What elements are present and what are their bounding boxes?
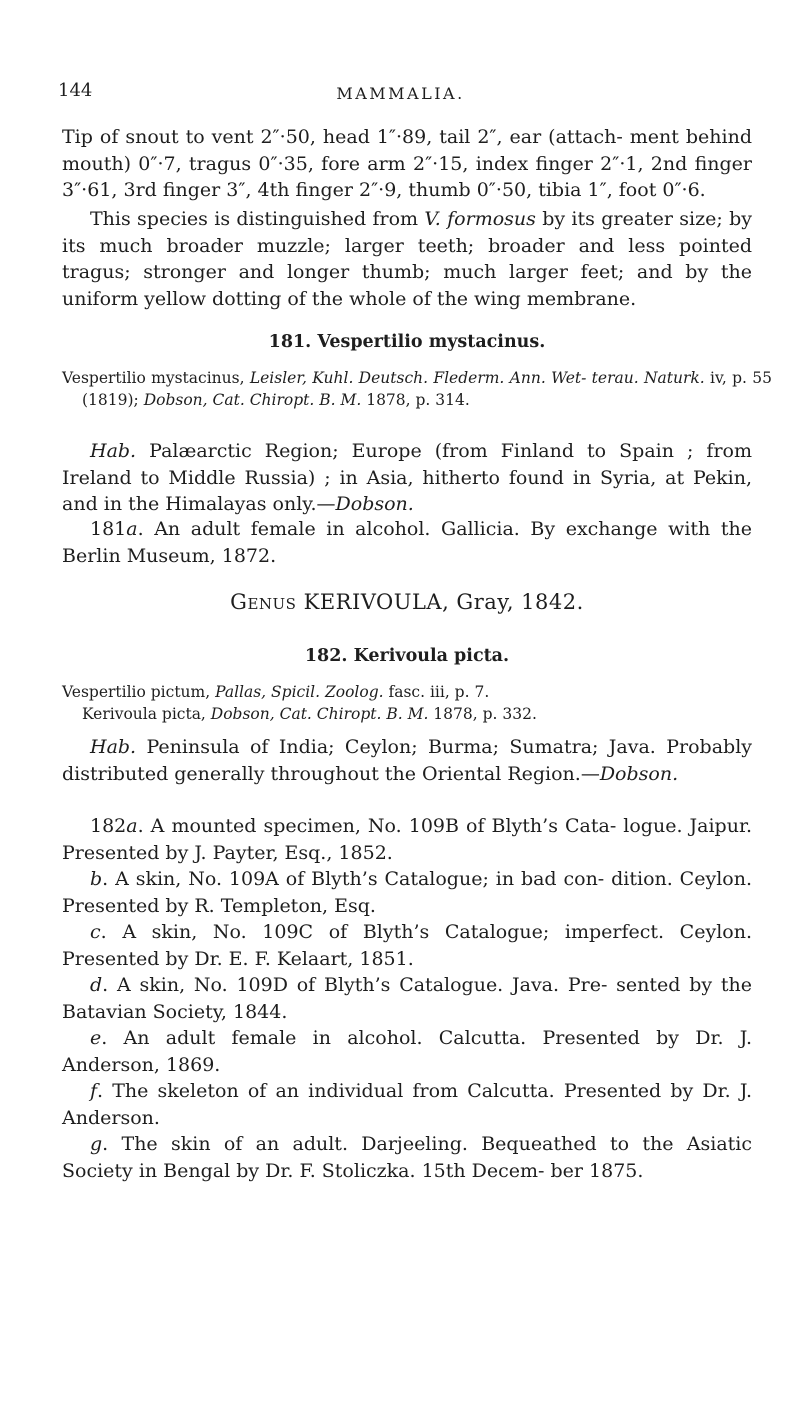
specimen-181a (62, 516, 752, 569)
genus-name: KERIVOULA, Gray, 1842. (296, 590, 584, 614)
habitat-182 (62, 734, 752, 787)
specimen-text: . The skin of an adult. Darjeeling. Bequeathed to the Asiatic Society in Bengal by Dr. F. Stoliczka. 15th Decem- ber 1875. (62, 1133, 752, 1182)
specimen-letter: d (90, 974, 103, 996)
distinction-paragraph (62, 206, 752, 312)
specimen-letter: b (90, 868, 103, 890)
syn-reference: Leisler, Kuhl. Deutsch. Flederm. Ann. Wet- terau. Naturk. (249, 369, 705, 387)
specimen-letter: c (90, 921, 101, 943)
specimen-text: . A skin, No. 109C of Blyth’s Catalogue; imperfect. Ceylon. Presented by Dr. E. F. Kelaart, 1851. (62, 921, 752, 970)
specimen-text: . The skeleton of an individual from Calcutta. Presented by Dr. J. Anderson. (62, 1080, 752, 1129)
synonymy-181 (62, 368, 772, 411)
distinction-text-end: by its greater size; by its much broader muzzle; larger teeth; broader and less pointed tragus; stronger and longer thumb; much larger feet; and by the uniform yellow dotting of the whole of the wing membrane. (62, 208, 752, 310)
syn-name: Vespertilio mystacinus, (62, 369, 250, 387)
specimen-182a (62, 813, 752, 866)
synonymy-182 (62, 682, 772, 725)
specimen-182d (62, 972, 752, 1025)
distinction-text-start: This species is distinguished from (90, 208, 425, 230)
hab-label: Hab. (90, 440, 137, 462)
genus-heading (62, 590, 752, 614)
specimen-182f (62, 1078, 752, 1131)
genus-word: Genus (230, 590, 297, 614)
syn-name-2: Kerivoula picta, (82, 704, 211, 723)
specimen-text: . A skin, No. 109D of Blyth’s Catalogue. Java. Pre- sented by the Batavian Society, 1844. (62, 974, 752, 1023)
specimen-182g (62, 1131, 752, 1184)
specimen-182e (62, 1025, 752, 1078)
specimen-182b (62, 866, 752, 919)
running-title: MAMMALIA. (336, 84, 465, 103)
species-name-formosus: V. formosus (424, 208, 536, 230)
specimen-number: 182 (90, 815, 127, 837)
specimen-letter: a (126, 518, 138, 540)
syn-pages: iv, p. 55 (1819); (82, 369, 773, 409)
specimen-number: 181 (90, 518, 127, 540)
habitat-181 (62, 438, 752, 518)
hab-text: Palæarctic Region; Europe (from Finland to Spain ; from Ireland to Middle Russia) ; in Asia, hitherto found in Syria, at Pekin, and in the Himalayas only.— (62, 440, 752, 515)
specimen-text: . An adult female in alcohol. Gallicia. By exchange with the Berlin Museum, 1872. (62, 518, 752, 567)
hab-authority: Dobson. (335, 493, 414, 515)
measurements-paragraph: Tip of snout to vent 2″·50, head 1″·89, tail 2″, ear (attach- ment behind mouth) 0″·7, tragus 0″·35, fore arm 2″·15, index finger 2″·1, 2nd finger 3″·61, 3rd finger 3″, 4th finger 2″·9, thumb 0″·50, tibia 1″, foot 0″·6. (62, 126, 752, 201)
page-number: 144 (58, 80, 93, 101)
species-heading-182: 182. Kerivoula picta. (304, 646, 510, 666)
hab-text: Peninsula of India; Ceylon; Burma; Sumatra; Java. Probably distributed generally throughout the Oriental Region.— (62, 736, 752, 785)
specimen-text: . A skin, No. 109A of Blyth’s Catalogue; in bad con- dition. Ceylon. Presented by R. Templeton, Esq. (62, 868, 752, 917)
syn-pages-2: 1878, p. 332. (428, 704, 537, 723)
specimen-letter: a (126, 815, 138, 837)
species-heading-181: 181. Vespertilio mystacinus. (268, 332, 546, 352)
specimen-182c (62, 919, 752, 972)
syn-reference-2: Dobson, Cat. Chiropt. B. M. (210, 704, 429, 723)
syn-pages-2: 1878, p. 314. (361, 390, 470, 409)
hab-label: Hab. (90, 736, 137, 758)
specimen-letter: g (90, 1133, 103, 1155)
syn-reference: Pallas, Spicil. Zoolog. (215, 683, 384, 701)
syn-pages: fasc. iii, p. 7. (383, 683, 490, 701)
syn-reference-2: Dobson, Cat. Chiropt. B. M. (143, 390, 362, 409)
hab-authority: Dobson. (599, 762, 679, 785)
syn-name: Vespertilio pictum, (62, 683, 216, 701)
specimen-text: . An adult female in alcohol. Calcutta. Presented by Dr. J. Anderson, 1869. (62, 1027, 752, 1076)
specimen-letter: e (90, 1027, 102, 1049)
specimen-letter: f (90, 1080, 98, 1102)
specimen-list-182 (62, 813, 752, 1184)
specimen-text: . A mounted specimen, No. 109B of Blyth’s Cata- logue. Jaipur. Presented by J. Payter, Esq., 1852. (62, 815, 752, 864)
